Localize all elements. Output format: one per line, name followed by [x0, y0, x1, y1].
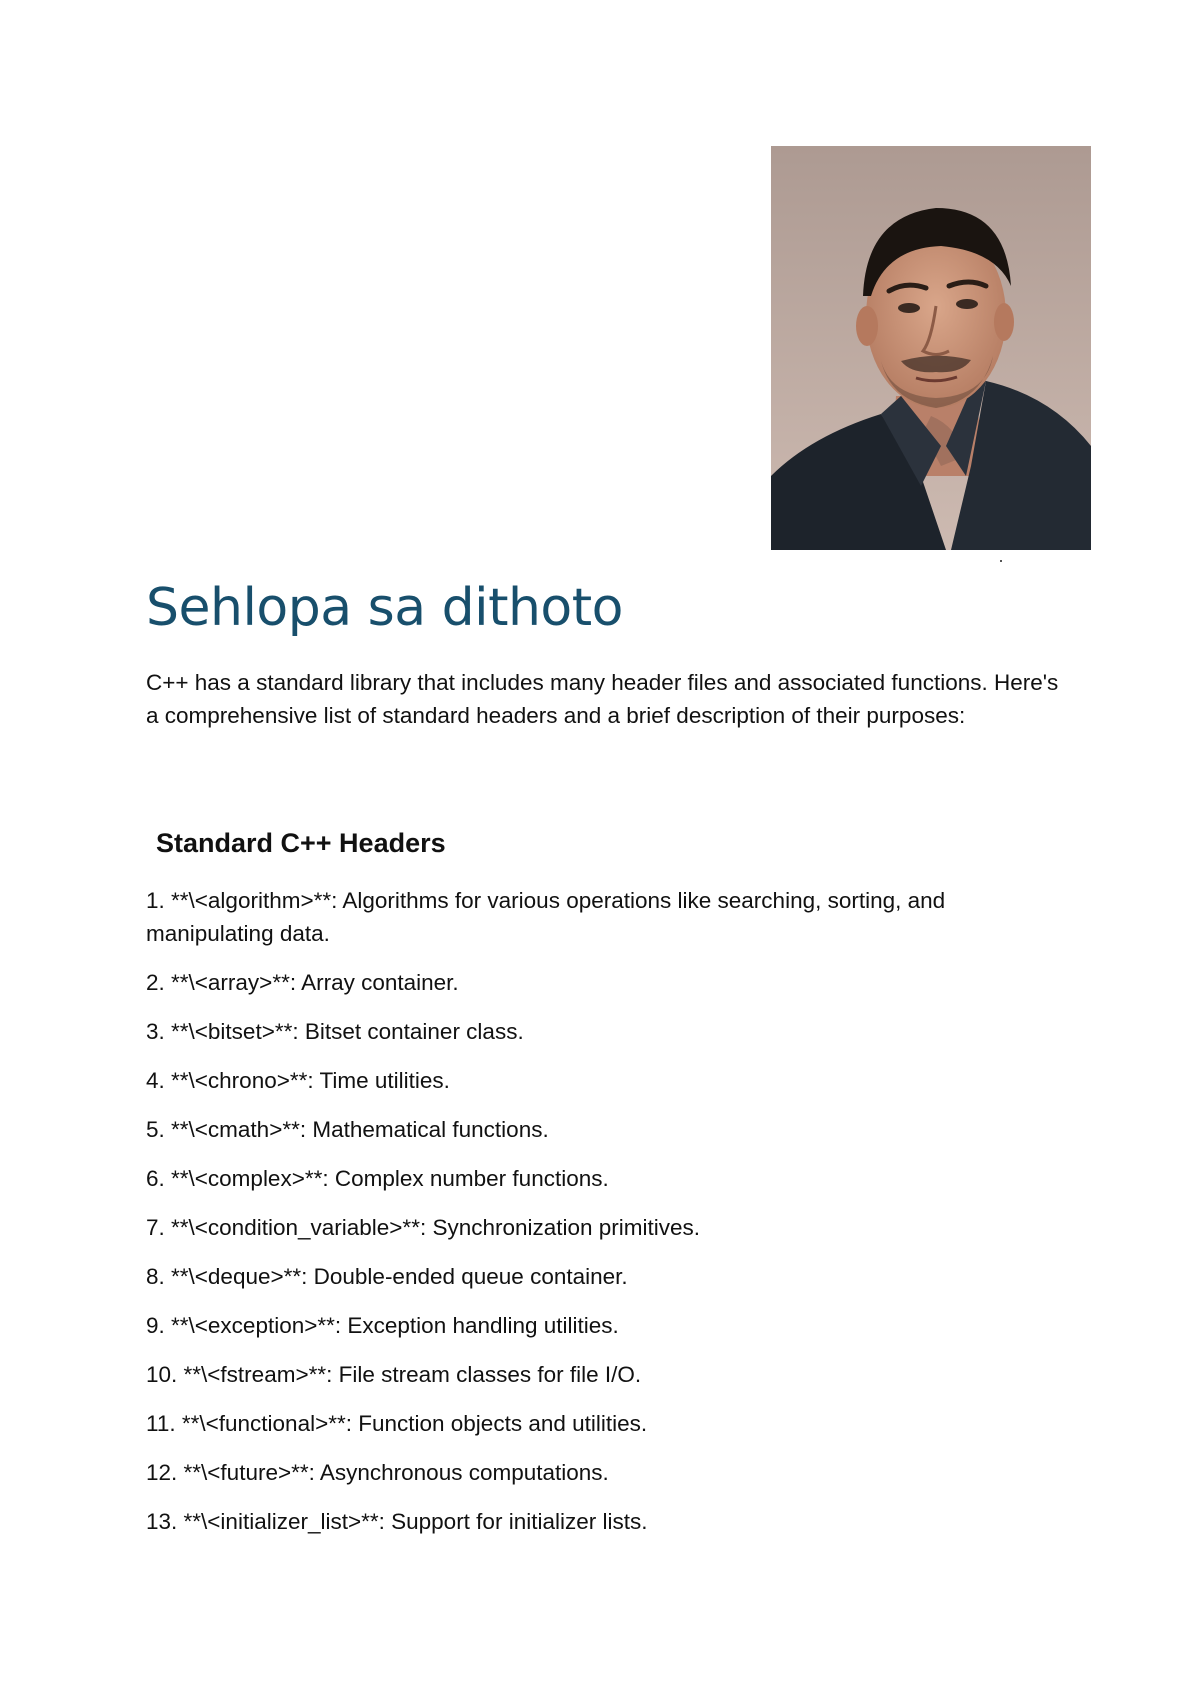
headers-list — [146, 884, 1076, 1554]
list-item: 8. **\<deque>**: Double-ended queue container. — [146, 1264, 628, 1289]
list-item: 12. **\<future>**: Asynchronous computations. — [146, 1460, 609, 1485]
intro-paragraph: C++ has a standard library that includes many header files and associated functions. Here's a comprehensive list of standard headers and a brief description of their purposes: — [146, 670, 1059, 728]
list-item: 3. **\<bitset>**: Bitset container class. — [146, 1019, 524, 1044]
list-item: 1. **\<algorithm>**: Algorithms for various operations like searching, sorting, and manipulating data. — [146, 888, 946, 946]
list-item: 9. **\<exception>**: Exception handling utilities. — [146, 1313, 619, 1338]
document-title: Sehlopa sa dithoto — [146, 578, 623, 638]
portrait-photo — [771, 146, 1091, 550]
list-item: 2. **\<array>**: Array container. — [146, 970, 459, 995]
list-item: 7. **\<condition_variable>**: Synchronization primitives. — [146, 1215, 701, 1240]
list-item: 4. **\<chrono>**: Time utilities. — [146, 1068, 450, 1093]
list-item: 6. **\<complex>**: Complex number functions. — [146, 1166, 609, 1191]
list-item: 5. **\<cmath>**: Mathematical functions. — [146, 1117, 549, 1142]
photo-caption-dot — [1000, 560, 1002, 562]
section-heading: Standard C++ Headers — [156, 828, 446, 858]
list-item: 10. **\<fstream>**: File stream classes for file I/O. — [146, 1362, 642, 1387]
list-item: 13. **\<initializer_list>**: Support for initializer lists. — [146, 1509, 648, 1534]
list-item: 11. **\<functional>**: Function objects and utilities. — [146, 1411, 648, 1436]
